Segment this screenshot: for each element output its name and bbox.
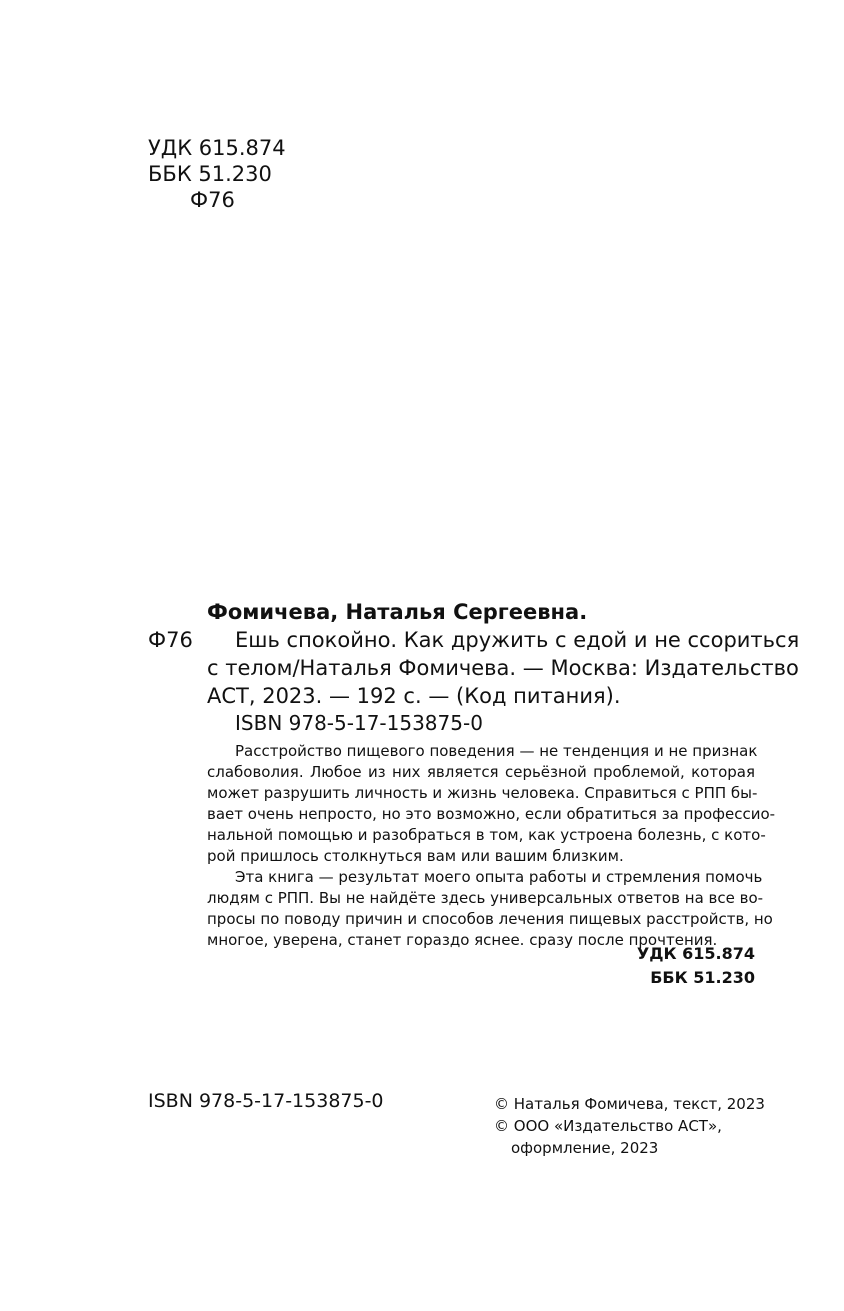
record-author-code: Ф76 xyxy=(148,628,193,652)
annotation-line: слабоволия. Любое из них является серьёзной проблемой, которая xyxy=(207,763,755,781)
annotation-line: просы по поводу причин и способов лечения пищевых расстройств, но xyxy=(207,910,773,928)
annotation-bbk: ББК 51.230 xyxy=(650,968,755,987)
annotation-line: рой пришлось столкнуться вам или вашим близким. xyxy=(207,847,624,865)
title-description xyxy=(207,626,800,710)
annotation-line: нальной помощью и разобраться в том, как устроена болезнь, с кото- xyxy=(207,826,766,844)
annotation-line: Расстройство пищевого поведения — не тенденция и не признак xyxy=(235,742,758,760)
annotation-line: людям с РПП. Вы не найдёте здесь универсальных ответов на все во- xyxy=(207,889,764,907)
top-udk: УДК 615.874 xyxy=(148,136,286,160)
copyright-line: © Наталья Фомичева, текст, 2023 xyxy=(494,1095,765,1113)
annotation-line: вает очень непросто, но это возможно, если обратиться за профессио- xyxy=(207,805,776,823)
title-line: с телом/Наталья Фомичева. — Москва: Издательство xyxy=(207,656,799,680)
annotation-udk: УДК 615.874 xyxy=(636,944,755,963)
annotation-line: многое, уверена, станет гораздо яснее. сразу после прочтения. xyxy=(207,931,718,949)
footer-isbn: ISBN 978-5-17-153875-0 xyxy=(148,1090,384,1112)
title-line: Ешь спокойно. Как дружить с едой и не ссориться xyxy=(235,628,800,652)
title-line: АСТ, 2023. — 192 с. — (Код питания). xyxy=(207,684,621,708)
copyright-line: оформление, 2023 xyxy=(511,1139,659,1157)
author-name: Фомичева, Наталья Сергеевна. xyxy=(207,600,588,624)
top-author-code: Ф76 xyxy=(190,188,235,212)
copyright-line: © ООО «Издательство АСТ», xyxy=(494,1117,722,1135)
annotation xyxy=(207,741,776,951)
annotation-line: Эта книга — результат моего опыта работы и стремления помочь xyxy=(235,868,763,886)
copyright-block xyxy=(494,1093,765,1159)
annotation-line: может разрушить личность и жизнь человека. Справиться с РПП бы- xyxy=(207,784,758,802)
top-bbk: ББК 51.230 xyxy=(148,162,272,186)
record-isbn: ISBN 978-5-17-153875-0 xyxy=(235,711,483,735)
